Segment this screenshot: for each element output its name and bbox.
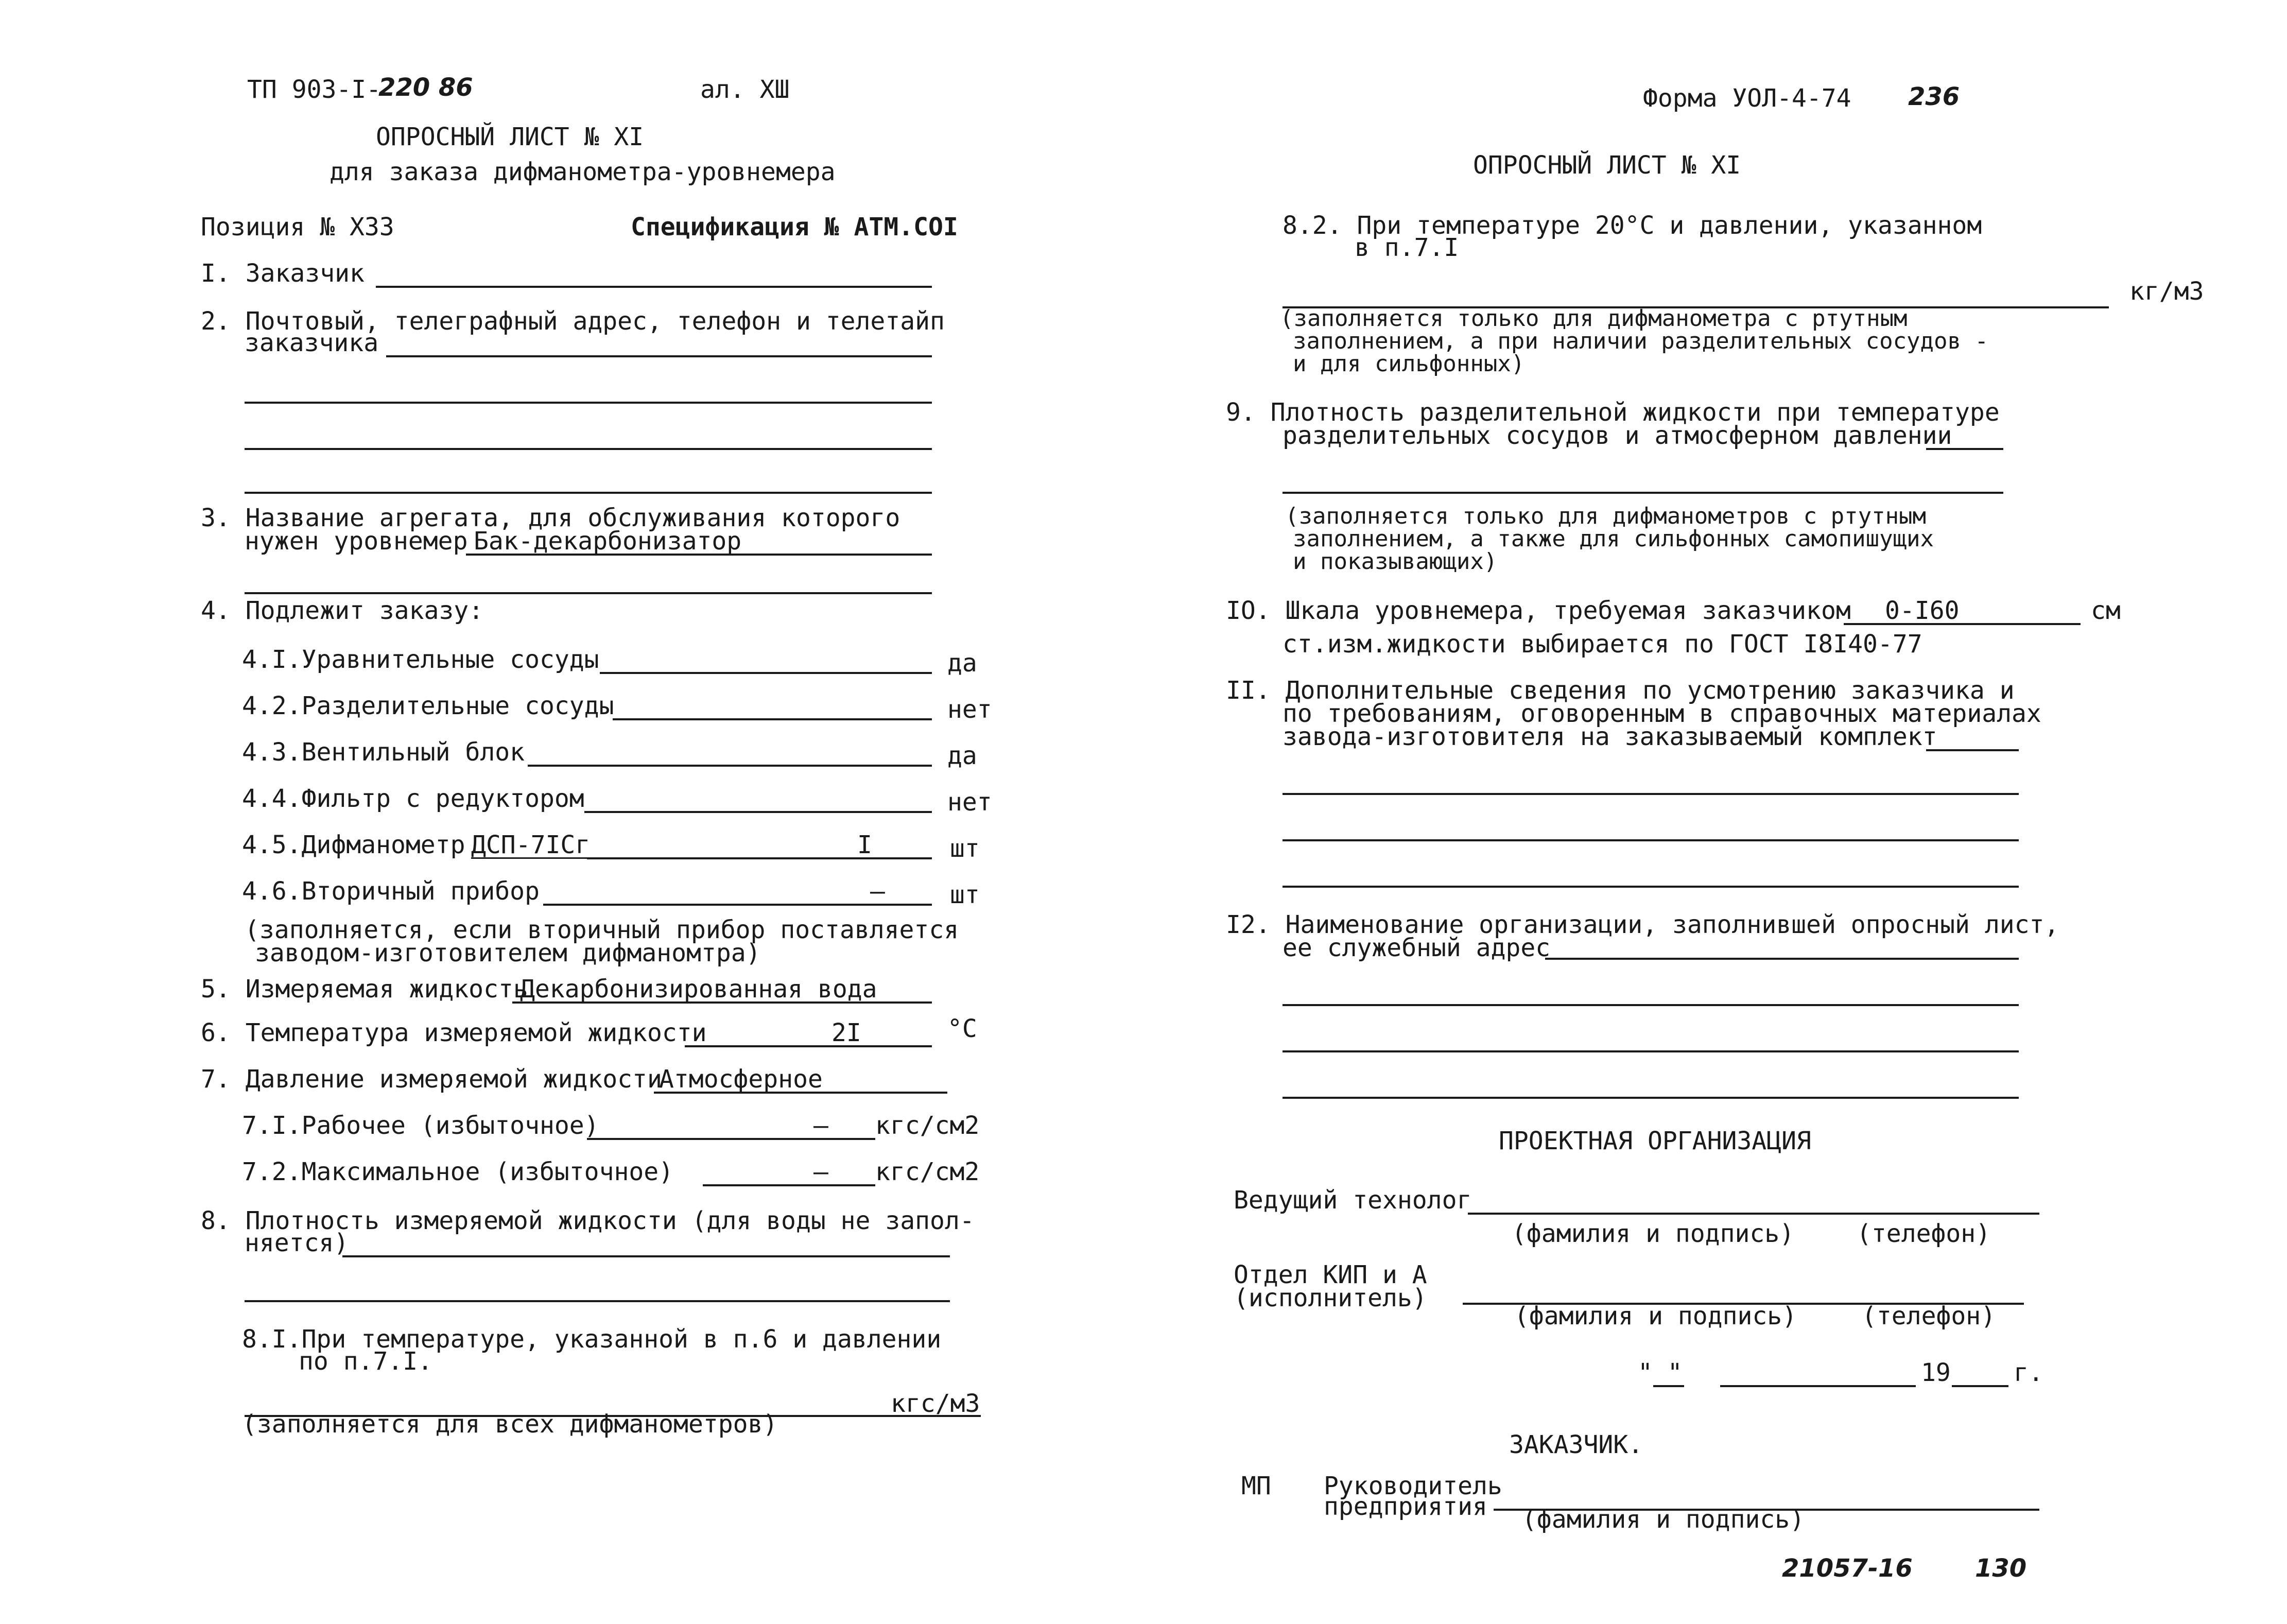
item-11-label: II. Дополнительные сведения по усмотрению заказчика и (1226, 676, 2015, 705)
item-4-2-label: 4.2.Разделительные сосуды (242, 692, 614, 720)
item-9-note-3: и показывающих) (1293, 548, 1498, 575)
item-11-label-2: по требованиям, оговоренным в справочных материалах (1283, 699, 2041, 728)
additional-info-field-3[interactable] (1283, 839, 2019, 841)
diff-manometer-model: ДСП-7IСг (471, 831, 591, 859)
item-10-label: IO. Шкала уровнемера, требуемая заказчиком (1226, 596, 1851, 625)
aggregate-field-2[interactable] (245, 592, 932, 594)
density-8-1-unit: кгс/м3 (891, 1389, 980, 1418)
density-8-2-unit: кг/м3 (2129, 277, 2204, 306)
lead-phone-caption: (телефон) (1857, 1219, 1991, 1248)
item-6-label: 6. Температура измеряемой жидкости (201, 1018, 707, 1047)
item-4-label: 4. Подлежит заказу: (201, 596, 484, 625)
additional-info-field-2[interactable] (1283, 793, 2019, 795)
footer-code: 21057-16 (1782, 1554, 1913, 1583)
item-4-6-quantity: — (870, 877, 885, 906)
page-number: 236 (1908, 82, 1960, 111)
working-pressure-unit: кгс/см2 (875, 1111, 980, 1140)
item-4-5-label: 4.5.Дифманометр (242, 831, 465, 859)
item-4-note-1: (заполняется, если вторичный прибор поставляется (245, 915, 959, 944)
item-12-label: I2. Наименование организации, заполнившей опросный лист, (1226, 910, 2059, 939)
item-12-label-cont: ее служебный адрес (1283, 934, 1551, 962)
item-4-1-label: 4.I.Уравнительные сосуды (242, 645, 599, 674)
head-signature-caption: (фамилия и подпись) (1522, 1505, 1805, 1534)
customer-field[interactable] (376, 286, 932, 288)
date-month-field[interactable] (1720, 1385, 1916, 1387)
stamp-label: МП (1241, 1472, 1271, 1500)
item-4-5-unit: шт (950, 834, 980, 863)
item-3-label-cont: нужен уровнемер (245, 527, 468, 556)
date-suffix: г. (2014, 1358, 2043, 1387)
date-year-field[interactable] (1952, 1385, 2008, 1387)
lead-technologist-field[interactable] (1468, 1213, 2039, 1215)
item-4-4-value: нет (947, 788, 992, 817)
item-10-line-2: ст.изм.жидкости выбирается по ГОСТ I8I40-77 (1283, 630, 1922, 659)
item-2-label-cont: заказчика (245, 329, 379, 357)
dept-phone-caption: (телефон) (1862, 1302, 1996, 1331)
pressure-field[interactable] (654, 1092, 947, 1094)
organization-field-1[interactable] (1545, 958, 2019, 960)
date-quotes: " " (1638, 1358, 1683, 1387)
address-field-4[interactable] (245, 492, 932, 494)
working-pressure-value: — (813, 1111, 828, 1140)
item-4-4-label: 4.4.Фильтр с редуктором (242, 784, 584, 813)
item-8-1-label: 8.I.При температуре, указанной в п.6 и давлении (242, 1325, 942, 1354)
page-title: ОПРОСНЫЙ ЛИСТ № XI (376, 123, 644, 151)
dept-signature-caption: (фамилия и подпись) (1514, 1302, 1797, 1331)
additional-info-field-4[interactable] (1283, 886, 2019, 888)
item-4-4-field[interactable] (584, 811, 932, 813)
max-pressure-field[interactable] (703, 1184, 875, 1186)
address-field-3[interactable] (245, 448, 932, 450)
temperature-value: 2I (831, 1018, 861, 1047)
department-label-2: (исполнитель) (1234, 1284, 1427, 1312)
item-7-label: 7. Давление измеряемой жидкости (201, 1065, 662, 1094)
organization-field-2[interactable] (1283, 1004, 2019, 1006)
item-4-6-unit: шт (950, 880, 980, 909)
item-4-6-label: 4.6.Вторичный прибор (242, 877, 540, 906)
page-subtitle: для заказа дифманометра-уровнемера (330, 158, 836, 186)
item-8-2-note-2: заполнением, а при наличии разделительных сосудов - (1293, 328, 1989, 354)
item-4-1-field[interactable] (600, 672, 932, 674)
density-8-1-note: (заполняется для всех дифманометров) (242, 1410, 778, 1439)
scale-value: 0-I60 (1885, 596, 1960, 625)
item-8-2-note-3: и для сильфонных) (1293, 351, 1525, 377)
item-8-2-label-cont: в п.7.I (1355, 233, 1459, 262)
item-9-note-1: (заполняется только для дифманометров с ртутным (1285, 503, 1927, 529)
item-1-label: I. Заказчик (201, 259, 365, 288)
department-label: Отдел КИП и А (1234, 1260, 1427, 1289)
item-4-3-label: 4.3.Вентильный блок (242, 738, 525, 767)
density-9-field-1[interactable] (1926, 448, 2003, 450)
liquid-field[interactable] (512, 1001, 932, 1004)
item-8-label-cont: няется) (245, 1229, 349, 1257)
aggregate-value: Бак-декарбонизатор (474, 527, 742, 556)
item-2-label: 2. Почтовый, телеграфный адрес, телефон и телетайп (201, 307, 945, 336)
design-org-heading: ПРОЕКТНАЯ ОРГАНИЗАЦИЯ (1499, 1127, 1811, 1155)
temperature-field[interactable] (685, 1045, 932, 1047)
head-label-2: предприятия (1324, 1492, 1487, 1521)
lead-signature-caption: (фамилия и подпись) (1512, 1219, 1795, 1248)
customer-heading: ЗАКАЗЧИК. (1509, 1430, 1643, 1459)
album-number: ал. XШ (700, 75, 790, 104)
item-4-5-field[interactable] (587, 857, 932, 859)
doc-code: ТП 903-I- (247, 75, 382, 104)
date-year-prefix: 19 (1921, 1358, 1951, 1387)
aggregate-field[interactable] (466, 554, 932, 556)
item-9-note-2: заполнением, а также для сильфонных самопишущих (1293, 526, 1934, 552)
item-5-label: 5. Измеряемая жидкость (201, 975, 528, 1004)
address-field-1[interactable] (386, 355, 932, 357)
item-8-label: 8. Плотность измеряемой жидкости (для воды не запол- (201, 1206, 975, 1235)
density-field-1[interactable] (342, 1255, 950, 1257)
max-pressure-value: — (813, 1157, 828, 1186)
pressure-value: Атмосферное (659, 1065, 823, 1094)
form-id: Форма УОЛ-4-74 (1643, 84, 1851, 113)
item-8-2-note-1: (заполняется только для дифманометра с ртутным (1280, 305, 1908, 332)
scale-unit: см (2091, 596, 2121, 625)
organization-field-3[interactable] (1283, 1050, 2019, 1052)
item-4-2-value: нет (947, 695, 992, 724)
doc-code-handwritten: 220 86 (378, 73, 473, 102)
additional-info-field-1[interactable] (1926, 749, 2019, 751)
item-7-1-label: 7.I.Рабочее (избыточное) (242, 1111, 599, 1140)
item-4-note-2: заводом-изготовителем дифманомтра) (255, 939, 761, 968)
item-9-label: 9. Плотность разделительной жидкости при температуре (1226, 398, 2000, 427)
item-3-label: 3. Название агрегата, для обслуживания которого (201, 504, 900, 532)
item-8-1-label-cont: по п.7.I. (299, 1347, 433, 1376)
lead-technologist-label: Ведущий технолог (1234, 1186, 1472, 1215)
item-8-2-label: 8.2. При температуре 20°С и давлении, указанном (1283, 211, 1982, 240)
item-11-label-3: завода-изготовителя на заказываемый комплект (1283, 722, 1937, 751)
liquid-value: Декарбонизированная вода (520, 975, 877, 1004)
address-field-2[interactable] (245, 402, 932, 404)
item-7-2-label: 7.2.Максимальное (избыточное) (242, 1157, 674, 1186)
right-page-title: ОПРОСНЫЙ ЛИСТ № XI (1473, 151, 1741, 180)
item-4-2-field[interactable] (613, 718, 932, 720)
density-field-2[interactable] (245, 1300, 950, 1302)
item-4-3-value: да (947, 741, 977, 770)
item-4-5-quantity: I (857, 831, 872, 859)
organization-field-4[interactable] (1283, 1097, 2019, 1099)
right-page (1144, 0, 2287, 1624)
item-4-1-value: да (947, 649, 977, 678)
footer-page: 130 (1975, 1554, 2027, 1583)
head-label: Руководитель (1324, 1472, 1502, 1500)
scale-field[interactable] (1844, 623, 2081, 625)
working-pressure-field[interactable] (587, 1138, 875, 1140)
item-9-label-cont: разделительных сосудов и атмосферном давлении (1283, 421, 1952, 450)
item-4-3-field[interactable] (528, 765, 932, 767)
density-9-field-2[interactable] (1283, 492, 2003, 494)
position-number: Позиция № XЗЗ (201, 213, 394, 241)
temperature-unit: °С (947, 1014, 977, 1043)
specification-number: Спецификация № АТМ.СОI (631, 213, 958, 241)
max-pressure-unit: кгс/см2 (875, 1157, 980, 1186)
date-day-field[interactable] (1653, 1385, 1684, 1387)
